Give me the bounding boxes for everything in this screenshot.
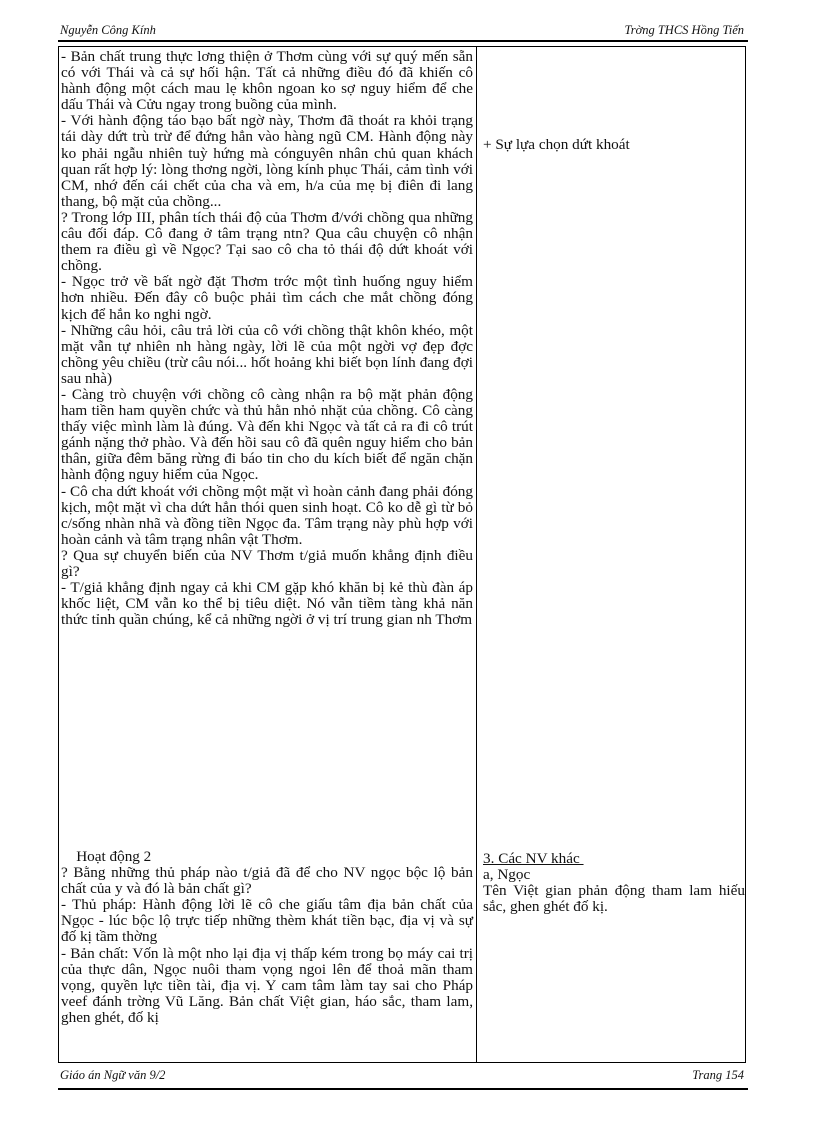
paragraph: ? Bằng những thủ pháp nào t/giả đã để cho NV ngọc bộc lộ bản chất của y và đó là bản chất gì? — [61, 864, 473, 898]
paragraph: - Bản chất trung thực lơng thiện ở Thơm cùng với sự quý mến sẵn có với Thái và cả sự hối hận. Tất cả những điều đó đã khiến cô hành động một cách mau lẹ khôn ngoan ko sợ nguy hiểm để che dấu Thái và Cửu ngay trong buồng của mình. — [61, 48, 473, 114]
paragraph: - Bản chất: Vốn là một nho lại địa vị thấp kém trong bọ máy cai trị của thực dân, Ngọc nuôi tham vọng ngoi lên để thoả mãn tham vọng, quyền lực tiền tài, địa vị. Y cam tâm làm tay sai cho Pháp veef đánh trờng Vũ Lăng. Bản chất Việt gian, háo sắc, tham lam, ghen ghét, đố kị — [61, 944, 473, 1026]
page-footer — [58, 1066, 748, 1090]
paragraph: - Thủ pháp: Hành động lời lẽ cô che giấu tâm địa bản chất của Ngọc - lúc bộc lộ trực tiếp những thèm khát tiền bạc, địa vị và sự đố kị tầm thờng — [61, 896, 473, 946]
column-divider — [476, 47, 477, 1062]
header-author: Nguyễn Công Kính — [60, 23, 156, 37]
footer-course: Giáo án Ngữ văn 9/2 — [60, 1068, 166, 1082]
paragraph: + Sự lựa chọn dứt khoát — [483, 136, 630, 153]
page-header — [58, 22, 748, 42]
right-column-note-1 — [483, 137, 745, 153]
footer-page-number: Trang 154 — [692, 1068, 744, 1082]
paragraph: - Ngọc trở về bất ngờ đặt Thơm trớc một tình huống nguy hiểm hơn nhiều. Đến đây cô buộc phải tìm cách che mắt chồng đóng kịch để hắn ko nghi ngờ. — [61, 273, 473, 323]
right-column-note-2 — [483, 851, 745, 915]
paragraph: - Cô cha dứt khoát với chồng một mặt vì hoàn cảnh đang phải đóng kịch, một mặt vì cha dứt hẳn thói quen sinh hoạt. Cô ko dễ gì từ bỏ c/sống nhàn nhã và đồng tiền Ngọc đa. Tâm trạng này phù hợp với hoàn cảnh và tâm trạng nhân vật Thơm. — [61, 482, 473, 548]
paragraph: ? Trong lớp III, phân tích thái độ của Thơm đ/với chồng qua những câu đối đáp. Cô đang ở tâm trạng ntn? Qua câu chuyện cô nhận them ra điều gì về Ngọc? Tại sao cô cha tỏ thái độ dứt khoát với chồng. — [61, 208, 473, 275]
paragraph: - Những câu hỏi, câu trả lời của cô với chồng thật khôn khéo, một mặt vẫn tự nhiên nh hàng ngày, lời lẽ của một ngời vợ đẹp đợc chồng yêu chiều (trừ câu nói... hốt hoảng khi biết bọn lính đang đợi sau nhà) — [61, 321, 473, 387]
left-column-block-1 — [61, 49, 473, 628]
section-heading: 3. Các NV khác — [483, 850, 584, 867]
paragraph: - T/giả khẳng định ngay cả khi CM gặp khó khăn bị kẻ thù đàn áp khốc liệt, CM vẫn ko thể bị tiêu diệt. Nó vẫn tiềm tàng khả năn thức tỉnh quần chúng, kể cả những ngời ở vị trí trung gian nh Thơm — [61, 579, 473, 629]
left-column-block-2 — [61, 849, 473, 1026]
paragraph: - Càng trò chuyện với chồng cô càng nhận ra bộ mặt phản động ham tiền ham quyền chức và thủ hằn nhỏ nhặt của chồng. Cô càng thấy việc mình làm là đúng. Và đến khi Ngọc và tất cả ra đi cô trút gánh nặng thở phào. Và đến hồi sau cô đã quên nguy hiểm cho bản thân, giữa đêm băng rừng đi báo tin cho du kích biết để ngăn chặn hành động nguy hiểm của Ngọc. — [61, 385, 473, 484]
paragraph: - Với hành động táo bạo bất ngờ này, Thơm đã thoát ra khỏi trạng tái dày dứt trù trừ để đứng hẳn vào hàng ngũ CM. Hành động này ko phải ngẫu nhiên tuỳ hứng mà cónguyên nhân chủ quan khách quan rất hợp lý: lòng thơng ngời, lòng kính phục Thái, cảm tình với CM, nhớ đến cái chết của cha và em, h/a của mẹ bị điên đi lang thang, bộ mặt của chồng... — [61, 112, 473, 210]
paragraph: ? Qua sự chuyển biến của NV Thơm t/giả muốn khẳng định điều gì? — [61, 546, 473, 580]
activity-title: Hoạt động 2 — [61, 848, 152, 865]
paragraph: Tên Việt gian phản động tham lam hiếu sắc, ghen ghét đố kị. — [483, 882, 745, 916]
header-school: Trờng THCS Hồng Tiến — [624, 23, 744, 37]
subheading: a, Ngọc — [483, 866, 531, 884]
